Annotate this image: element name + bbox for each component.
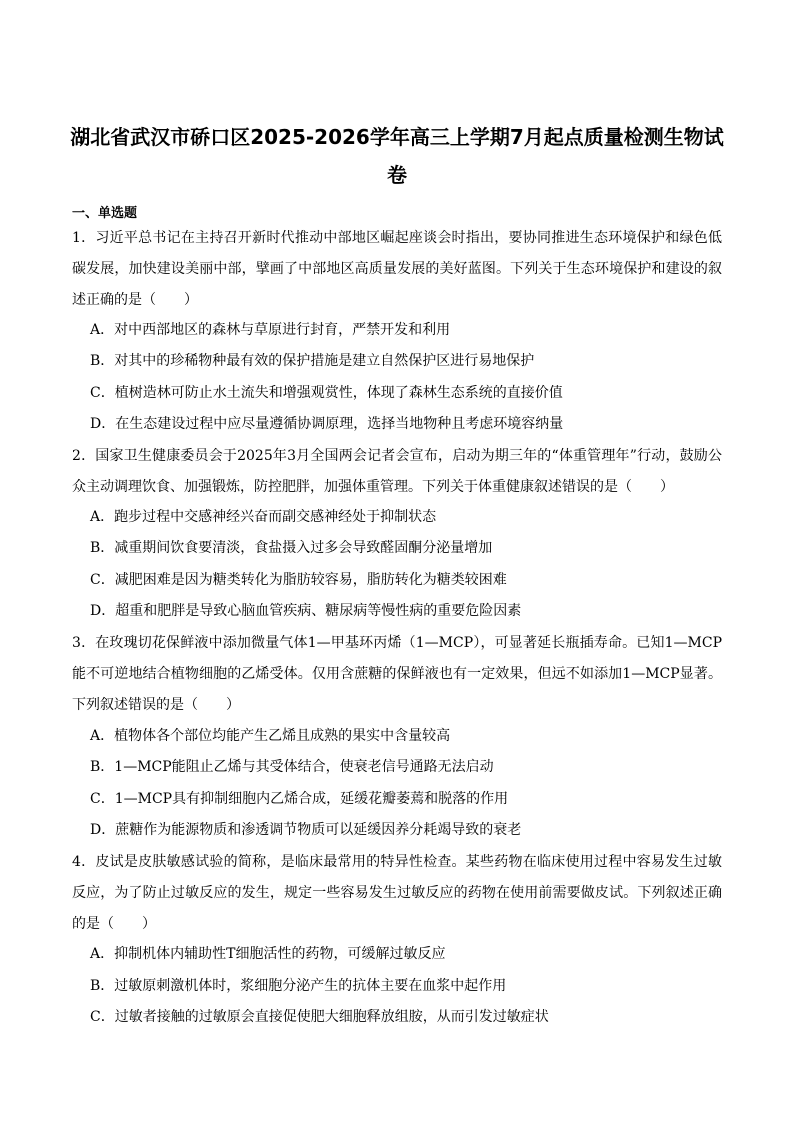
question-3-option-a: A．植物体各个部位均能产生乙烯且成熟的果实中含量较高 — [90, 728, 451, 744]
question-3-option-b: B．1—MCP能阻止乙烯与其受体结合，使衰老信号通路无法启动 — [90, 759, 494, 775]
question-4-option-b: B．过敏原刺激机体时，浆细胞分泌产生的抗体主要在血浆中起作用 — [90, 978, 507, 994]
question-2-option-c: C．减肥困难是因为糖类转化为脂肪较容易，脂肪转化为糖类较困难 — [90, 572, 507, 588]
question-1-option-d: D．在生态建设过程中应尽量遵循协调原理，选择当地物种且考虑环境容纳量 — [90, 416, 564, 432]
question-4-option-c: C．过敏者接触的过敏原会直接促使肥大细胞释放组胺，从而引发过敏症状 — [90, 1009, 549, 1025]
question-3-stem: 3．在玫瑰切花保鲜液中添加微量气体1—甲基环丙烯（1—MCP），可显著延长瓶插寿命。已知1—MCP能不可逆地结合植物细胞的乙烯受体。仅用含蔗糖的保鲜液也有一定效果，但远不如添加1—MCP显著。下列叙述错误的是（ ） — [72, 635, 722, 713]
question-1-option-b: B．对其中的珍稀物种最有效的保护措施是建立自然保护区进行易地保护 — [90, 353, 535, 369]
section-heading: 一、单选题 — [72, 206, 138, 221]
title-line-2: 卷 — [387, 163, 407, 187]
question-2-option-b: B．减重期间饮食要清淡，食盐摄入过多会导致醛固酮分泌量增加 — [90, 540, 493, 556]
question-4-stem: 4．皮试是皮肤敏感试验的简称，是临床最常用的特异性检查。某些药物在临床使用过程中容易发生过敏反应，为了防止过敏反应的发生，规定一些容易发生过敏反应的药物在使用前需要做皮试。下列叙述正确的是（ ） — [72, 854, 722, 932]
question-3-option-c: C．1—MCP具有抑制细胞内乙烯合成，延缓花瓣萎蔫和脱落的作用 — [90, 791, 509, 807]
title-line-1: 湖北省武汉市硚口区2025-2026学年高三上学期7月起点质量检测生物试 — [70, 125, 724, 149]
question-1-option-a: A．对中西部地区的森林与草原进行封育，严禁开发和利用 — [90, 322, 451, 338]
question-2-option-a: A．跑步过程中交感神经兴奋而副交感神经处于抑制状态 — [90, 509, 437, 525]
question-1-option-c: C．植树造林可防止水土流失和增强观赏性，体现了森林生态系统的直接价值 — [90, 385, 563, 401]
document-title — [60, 118, 734, 194]
question-2-option-d: D．超重和肥胖是导致心脑血管疾病、糖尿病等慢性病的重要危险因素 — [90, 603, 522, 619]
question-3-option-d: D．蔗糖作为能源物质和渗透调节物质可以延缓因养分耗竭导致的衰老 — [90, 822, 522, 838]
question-1-stem: 1．习近平总书记在主持召开新时代推动中部地区崛起座谈会时指出，要协同推进生态环境保护和绿色低碳发展，加快建设美丽中部，擘画了中部地区高质量发展的美好蓝图。下列关于生态环境保护和建设的叙述正确的是（ ） — [72, 230, 722, 308]
question-4-option-a: A．抑制机体内辅助性T细胞活性的药物，可缓解过敏反应 — [90, 946, 446, 962]
question-2-stem: 2．国家卫生健康委员会于2025年3月全国两会记者会宣布，启动为期三年的“体重管理年”行动，鼓励公众主动调理饮食、加强锻炼，防控肥胖，加强体重管理。下列关于体重健康叙述错误的是（ ） — [72, 448, 722, 495]
